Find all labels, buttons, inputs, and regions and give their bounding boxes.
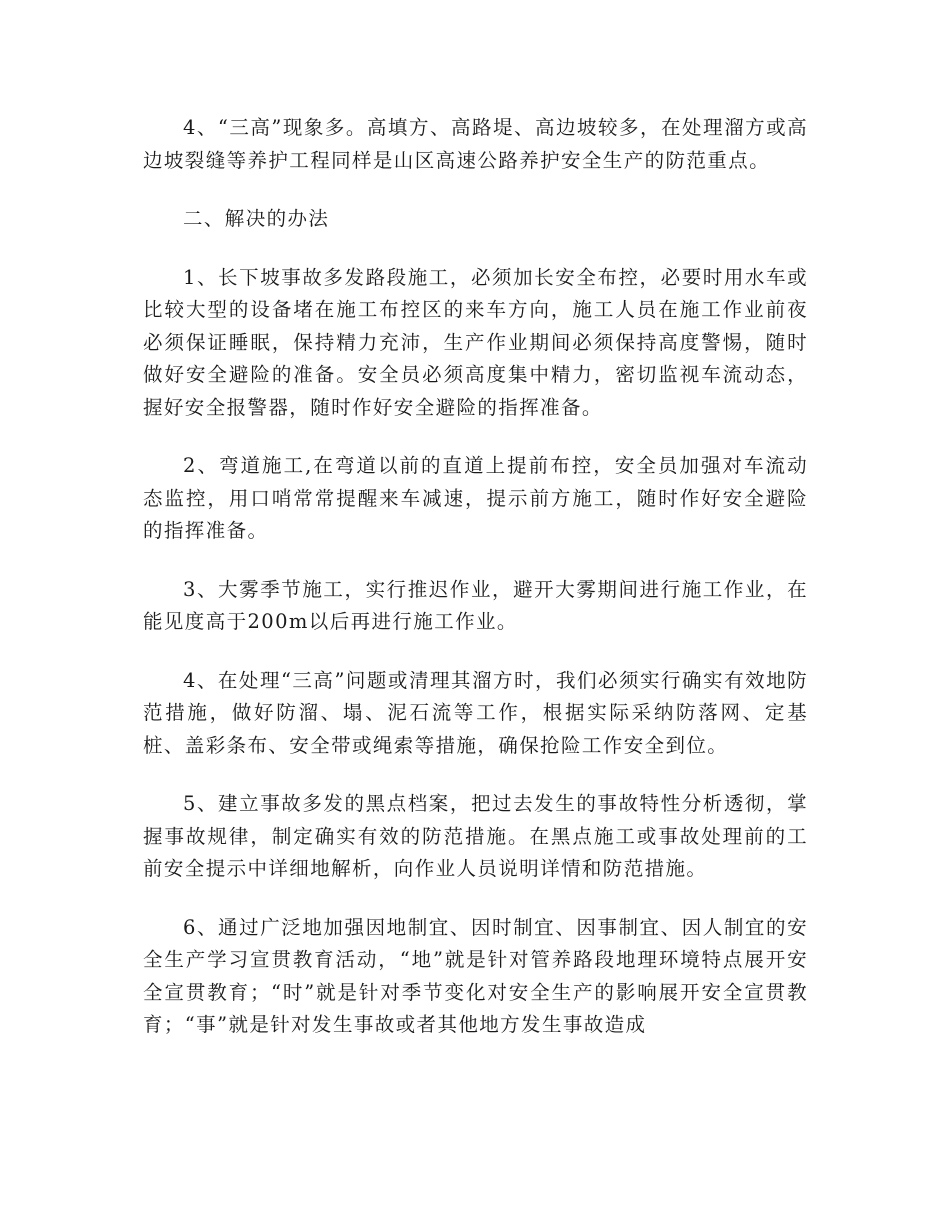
document-body (143, 112, 808, 1042)
paragraph-three-highs: 4、“三高”现象多。高填方、高路堤、高边坡较多，在处理溜方或高边坡裂缝等养护工程同样是山区高速公路养护安全生产的防范重点。 (143, 116, 808, 172)
paragraph-gap (143, 236, 808, 262)
paragraph-gap (143, 762, 808, 788)
paragraph-gap (143, 177, 808, 203)
paragraph-solution-6: 6、通过广泛地加强因地制宜、因时制宜、因事制宜、因人制宜的安全生产学习宣贯教育活动，“地”就是针对管养路段地理环境特点展开安全宣贯教育；“时”就是针对季节变化对安全生产的影响展开安全宣贯教育；“事”就是针对发生事故或者其他地方发生事故造成 (143, 915, 808, 1036)
section-heading-solutions: 二、解决的办法 (183, 207, 330, 230)
paragraph-gap (143, 886, 808, 912)
paragraph-gap (143, 424, 808, 450)
paragraph-solution-3: 3、大雾季节施工，实行推迟作业，避开大雾期间进行施工作业，在能见度高于200m以后再进行施工作业。 (143, 577, 808, 633)
paragraph-solution-4: 4、在处理“三高”问题或清理其溜方时，我们必须实行确实有效地防范措施，做好防溜、塌、泥石流等工作，根据实际采纳防落网、定基桩、盖彩条布、安全带或绳索等措施，确保抢险工作安全到位。 (143, 668, 808, 757)
paragraph-gap (143, 639, 808, 665)
paragraph-solution-2: 2、弯道施工,在弯道以前的直道上提前布控，安全员加强对车流动态监控，用口哨常常提醒来车减速，提示前方施工，随时作好安全避险的指挥准备。 (143, 454, 808, 542)
paragraph-gap (143, 548, 808, 574)
paragraph-solution-5: 5、建立事故多发的黑点档案，把过去发生的事故特性分析透彻，掌握事故规律，制定确实有效的防范措施。在黑点施工或事故处理前的工前安全提示中详细地解析，向作业人员说明详情和防范措施。 (143, 792, 808, 880)
paragraph-solution-1: 1、长下坡事故多发路段施工，必须加长安全布控，必要时用水车或比较大型的设备堵在施工布控区的来车方向，施工人员在施工作业前夜必须保证睡眠，保持精力充沛，生产作业期间必须保持高度警惕，随时做好安全避险的准备。安全员必须高度集中精力，密切监视车流动态，握好安全报警器，随时作好安全避险的指挥准备。 (143, 265, 808, 419)
